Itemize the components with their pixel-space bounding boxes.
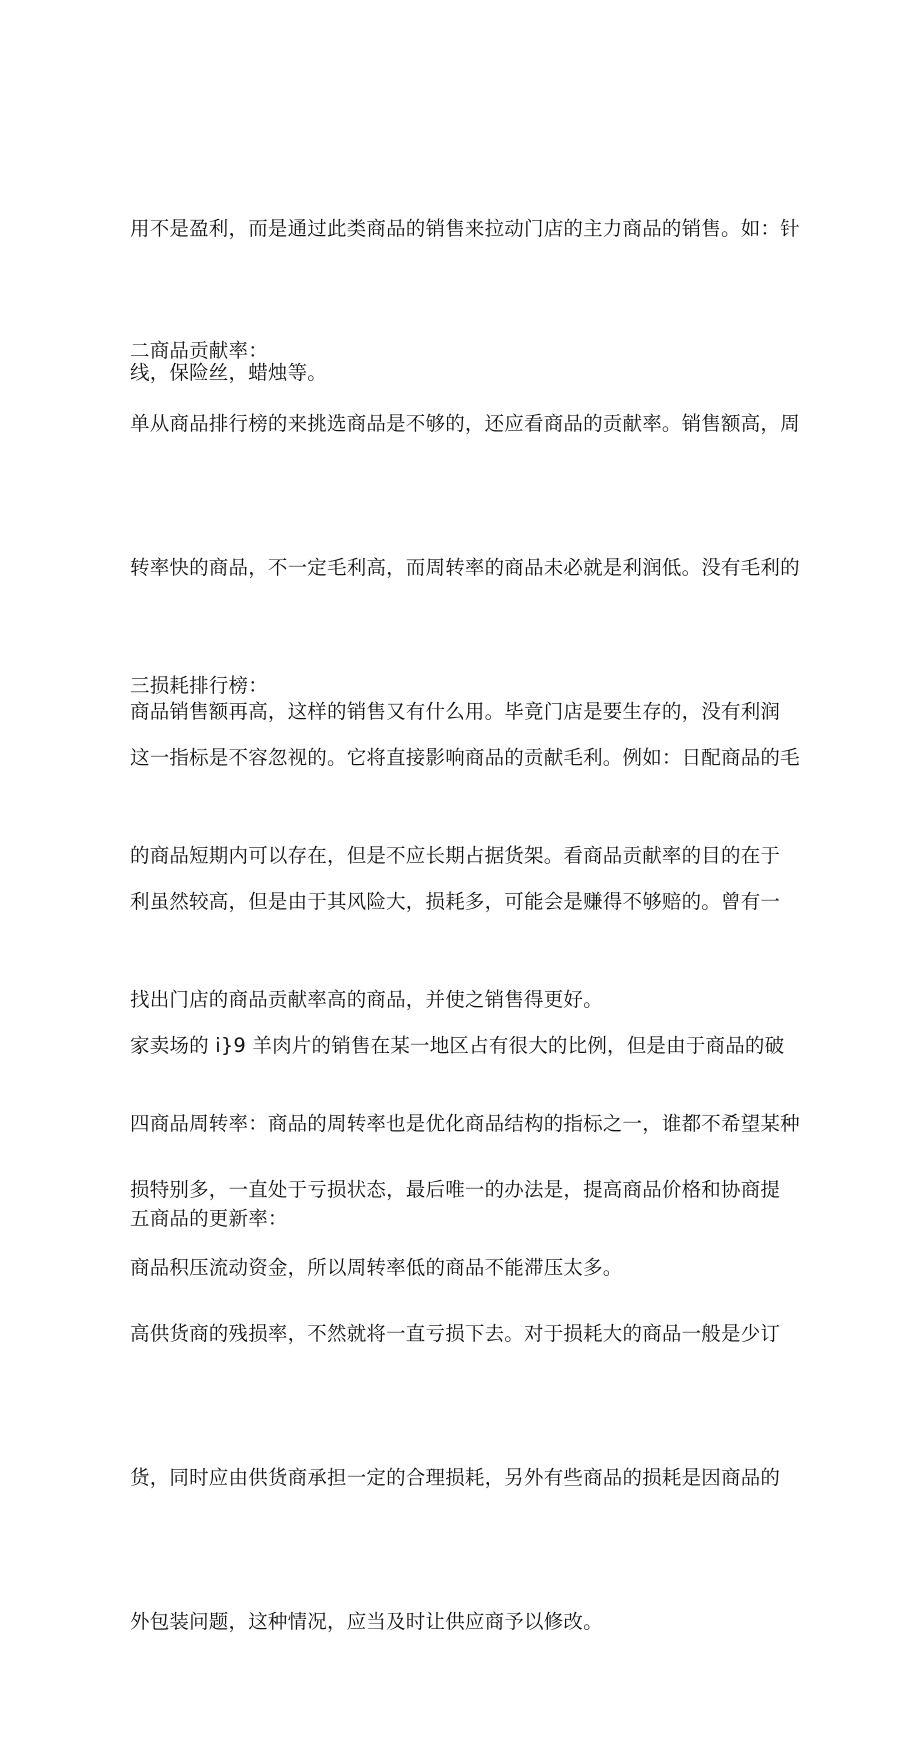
heading-text: 五商品的更新率： xyxy=(130,1207,288,1230)
text-line: 商品销售额再高，这样的销售又有什么用。毕竟门店是要生存的，没有利润 xyxy=(130,700,781,723)
text-line: 损特别多，一直处于亏损状态，最后唯一的办法是，提高商品价格和协商提 xyxy=(130,1178,781,1201)
text-line: 单从商品排行榜的来挑选商品是不够的，还应看商品的贡献率。销售额高，周 xyxy=(130,412,800,435)
text-line: 外包装问题，这种情况，应当及时让供应商予以修改。 xyxy=(130,1610,603,1633)
text-line: 的商品短期内可以存在，但是不应长期占据货架。看商品贡献率的目的在于 xyxy=(130,844,781,867)
text-line: 商品积压流动资金，所以周转率低的商品不能滞压太多。 xyxy=(130,1256,623,1279)
section-heading-update-rate xyxy=(130,1099,800,1339)
heading-text: 二商品贡献率： xyxy=(130,339,268,362)
text-line: 转率快的商品，不一定毛利高，而周转率的商品未必就是利润低。没有毛利的 xyxy=(130,556,800,579)
text-line: 四商品周转率：商品的周转率也是优化商品结构的指标之一，谁都不希望某种 xyxy=(130,1112,800,1135)
text-line: 线，保险丝，蜡烛等。 xyxy=(130,361,328,384)
text-line: 找出门店的商品贡献率高的商品，并使之销售得更好。 xyxy=(130,988,603,1011)
text-line: 这一指标是不容忽视的。它将直接影响商品的贡献毛利。例如：日配商品的毛 xyxy=(130,746,800,769)
text-line: 高供货商的残损率，不然就将一直亏损下去。对于损耗大的商品一般是少订 xyxy=(130,1322,781,1345)
text-line: 用不是盈利，而是通过此类商品的销售来拉动门店的主力商品的销售。如：针 xyxy=(130,217,800,240)
text-line: 货，同时应由供货商承担一定的合理损耗，另外有些商品的损耗是因商品的 xyxy=(130,1466,781,1489)
text-line: 利虽然较高，但是由于其风险大，损耗多，可能会是赚得不够赔的。曾有一 xyxy=(130,890,781,913)
text-line: 家卖场的 i}9 羊肉片的销售在某一地区占有很大的比例，但是由于商品的破 xyxy=(130,1034,785,1057)
heading-text: 三损耗排行榜： xyxy=(130,674,268,697)
